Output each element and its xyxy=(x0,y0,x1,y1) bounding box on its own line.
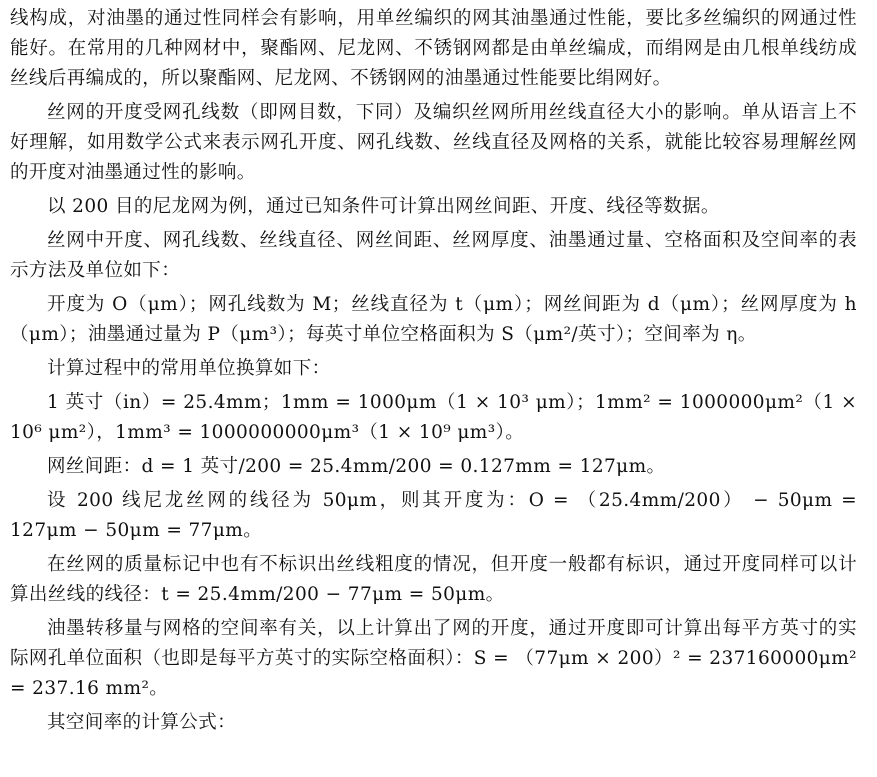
paragraph-wire-diameter-calc: 在丝网的质量标记中也有不标识出丝线粗度的情况，但开度一般都有标识，通过开度同样可以计算出丝线的线径：t = 25.4mm/200 − 77μm = 50μm。 xyxy=(10,554,857,605)
paragraph-wire-spacing: 网丝间距：d = 1 英寸/200 = 25.4mm/200 = 0.127mm = 127μm。 xyxy=(47,456,666,477)
paragraph-mesh-opening: 丝网的开度受网孔线数（即网目数，下同）及编织丝网所用丝线直径大小的影响。单从语言上不好理解，如用数学公式来表示网孔开度、网孔线数、丝线直径及网格的关系，就能比较容易理解丝网的开度对油墨通过性的影响。 xyxy=(10,102,857,183)
paragraph-area-calc: 油墨转移量与网格的空间率有关，以上计算出了网的开度，通过开度即可计算出每平方英寸的实际网孔单位面积（也即是每平方英寸的实际空格面积）：S = （77μm × 200）² = 237160000μm² = 237.16 mm²。 xyxy=(10,618,857,699)
paragraph-porosity-formula: 其空间率的计算公式： xyxy=(47,712,237,733)
paragraph-notation-symbols: 开度为 O（μm）；网孔线数为 M；丝线直径为 t（μm）；网丝间距为 d（μm）；丝网厚度为 h（μm）；油墨通过量为 P（μm³）；每英寸单位空格面积为 S（μm²/英寸）；空间率为 η。 xyxy=(10,294,857,345)
paragraph-notation-intro: 丝网中开度、网孔线数、丝线直径、网丝间距、丝网厚度、油墨通过量、空格面积及空间率的表示方法及单位如下： xyxy=(10,230,857,281)
paragraph-continuation: 线构成，对油墨的通过性同样会有影响，用单丝编织的网其油墨通过性能，要比多丝编织的网通过性能好。在常用的几种网材中，聚酯网、尼龙网、不锈钢网都是由单丝编成，而绢网是由几根单线纺成丝线后再编成的，所以聚酯网、尼龙网、不锈钢网的油墨通过性能要比绢网好。 xyxy=(10,8,857,89)
paragraph-unit-conversions: 1 英寸（in）= 25.4mm；1mm = 1000μm（1 × 10³ μm）；1mm² = 1000000μm²（1 × 10⁶ μm²），1mm³ = 1000000000μm³（1 × 10⁹ μm³）。 xyxy=(10,392,857,443)
paragraph-unit-intro: 计算过程中的常用单位换算如下： xyxy=(47,358,331,379)
paragraph-nylon-example: 以 200 目的尼龙网为例，通过已知条件可计算出网丝间距、开度、线径等数据。 xyxy=(47,196,720,217)
paragraph-opening-calc: 设 200 线尼龙丝网的线径为 50μm，则其开度为：O = （25.4mm/200） − 50μm = 127μm − 50μm = 77μm。 xyxy=(10,490,857,541)
